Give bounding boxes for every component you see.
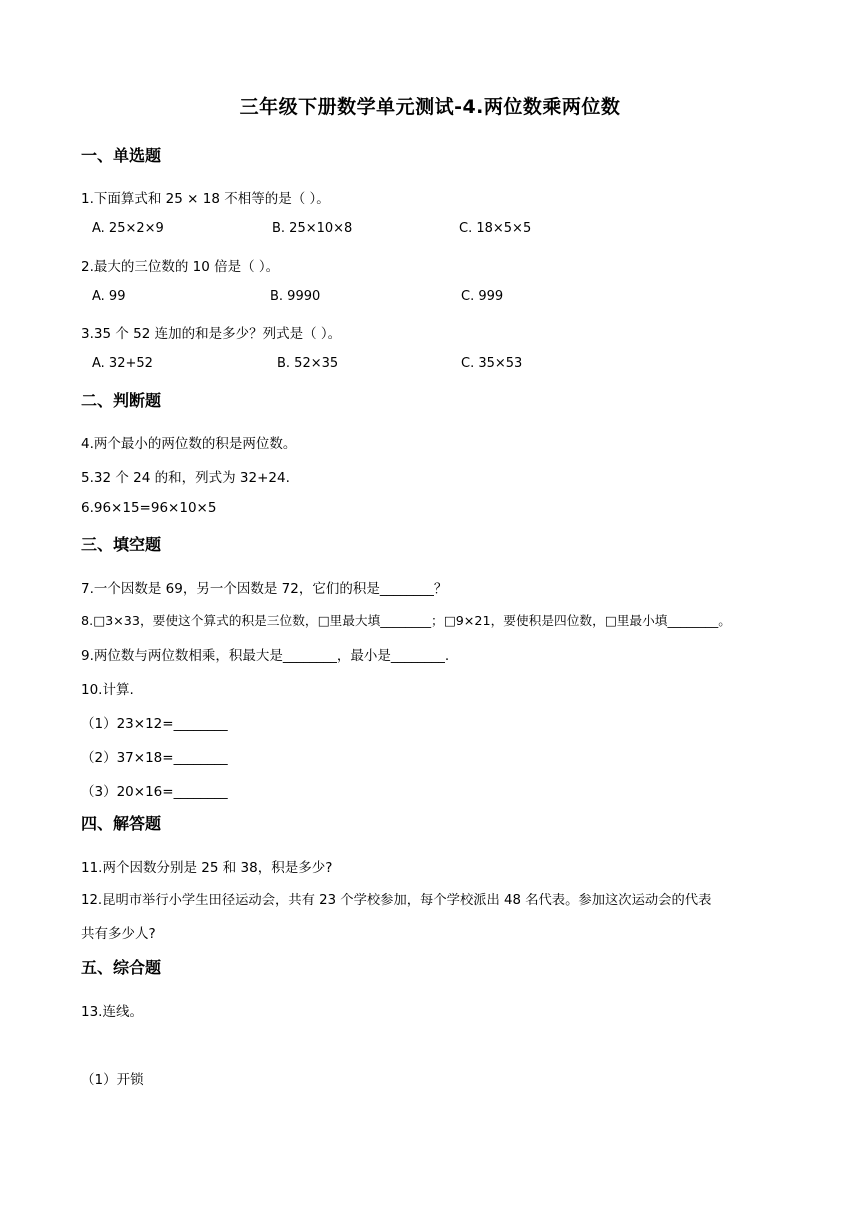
question-6: 6.96×15=96×10×5 [81, 500, 217, 516]
section-heading-answer: 四、解答题 [81, 814, 162, 833]
question-3-option-c: C. 35×53 [461, 356, 523, 371]
question-4: 4.两个最小的两位数的积是两位数。 [81, 436, 297, 452]
question-12-line-2: 共有多少人? [81, 926, 156, 942]
question-9: 9.两位数与两位数相乘，积最大是________，最小是________. [81, 648, 450, 664]
question-12-line-1: 12.昆明市举行小学生田径运动会，共有 23 个学校参加，每个学校派出 48 名代表。参加这次运动会的代表 [81, 893, 712, 908]
question-3-option-b: B. 52×35 [277, 356, 339, 371]
section-heading-single-choice: 一、单选题 [81, 146, 162, 165]
question-2-option-a: A. 99 [92, 289, 126, 304]
section-heading-fill-blank: 三、填空题 [81, 535, 162, 554]
question-5: 5.32 个 24 的和，列式为 32+24. [81, 470, 290, 486]
question-1-option-a: A. 25×2×9 [92, 221, 164, 236]
section-heading-true-false: 二、判断题 [81, 391, 162, 410]
question-2: 2.最大的三位数的 10 倍是（ ）。 [81, 259, 280, 275]
question-8: 8.□3×33，要使这个算式的积是三位数，□里最大填________；□9×21，要使积是四位数，□里最小填________。 [81, 613, 731, 628]
question-3-option-a: A. 32+52 [92, 356, 153, 371]
question-11: 11.两个因数分别是 25 和 38，积是多少? [81, 860, 333, 876]
question-1-option-b: B. 25×10×8 [272, 221, 353, 236]
document-title: 三年级下册数学单元测试-4.两位数乘两位数 [239, 96, 621, 118]
section-heading-comprehensive: 五、综合题 [81, 958, 162, 977]
question-3: 3.35 个 52 连加的和是多少？列式是（ ）。 [81, 326, 342, 342]
question-7: 7.一个因数是 69，另一个因数是 72，它们的积是________？ [81, 581, 448, 597]
question-10: 10.计算. [81, 682, 134, 698]
question-10-part-2: （2）37×18=________ [81, 750, 228, 766]
question-10-part-1: （1）23×12=________ [81, 716, 228, 732]
question-13: 13.连线。 [81, 1004, 143, 1020]
question-1-option-c: C. 18×5×5 [459, 221, 532, 236]
question-1: 1.下面算式和 25 × 18 不相等的是（ ）。 [81, 191, 330, 207]
question-13-part-1: （1）开锁 [81, 1072, 144, 1088]
question-10-part-3: （3）20×16=________ [81, 784, 228, 800]
question-2-option-c: C. 999 [461, 289, 504, 304]
question-2-option-b: B. 9990 [270, 289, 321, 304]
